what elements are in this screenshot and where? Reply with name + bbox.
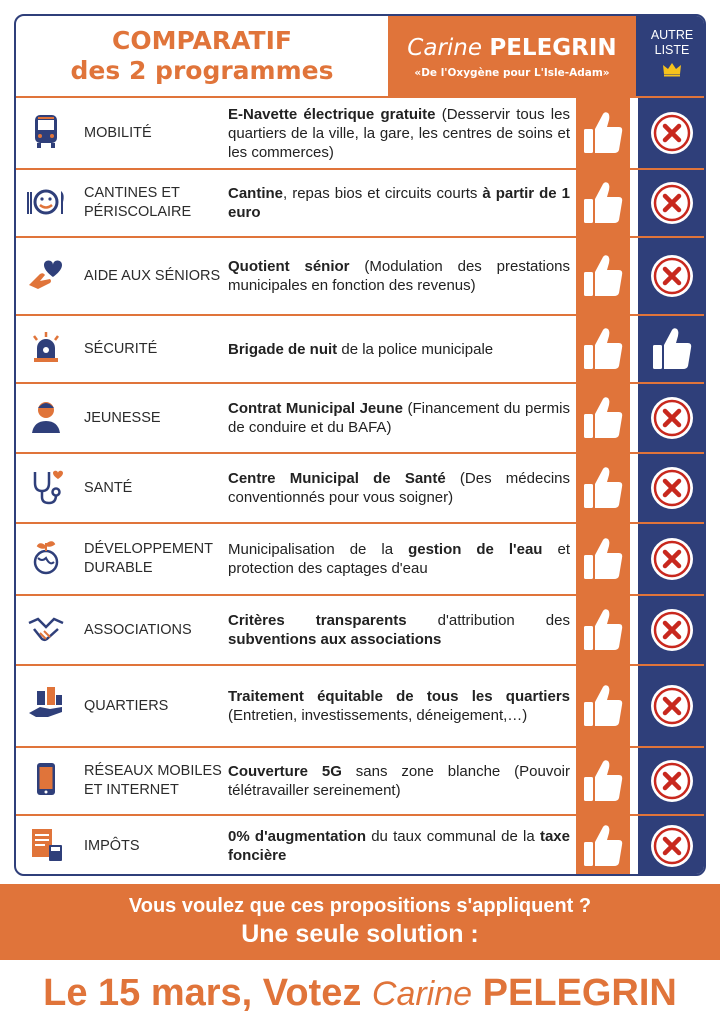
plant-globe-icon — [26, 538, 66, 578]
proposal-highlight: à partir de 1 euro — [228, 185, 570, 221]
proposal-highlight: E-Navette électrique gratuite — [228, 106, 436, 123]
other-list-verdict — [638, 454, 706, 522]
vote-slogan — [0, 962, 720, 1024]
cross-icon — [649, 758, 695, 804]
other-list-verdict — [638, 170, 706, 236]
other-list-verdict — [638, 596, 706, 664]
cutlery-smiley-icon — [26, 182, 66, 222]
proposal-highlight: Brigade de nuit — [228, 341, 338, 358]
comparison-row — [16, 168, 706, 236]
thumbs-up-icon — [581, 179, 625, 227]
comparison-row — [16, 236, 706, 314]
proposal-highlight: taxe foncière — [228, 828, 570, 864]
proposal-highlight: gestion de l'eau — [408, 541, 543, 558]
category-label: ASSOCIATIONS — [84, 622, 192, 638]
thumbs-up-icon — [581, 606, 625, 654]
thumbs-up-icon — [581, 252, 625, 300]
candidate-name — [407, 34, 616, 62]
candidate-verdict — [576, 238, 630, 314]
call-to-action-banner — [0, 884, 720, 960]
thumbs-up-icon — [581, 535, 625, 583]
proposal-text: du taux communal de la — [365, 828, 540, 845]
handshake-icon — [26, 609, 66, 649]
candidate-verdict — [576, 748, 630, 814]
proposal-description — [228, 340, 570, 359]
candidate-verdict — [576, 816, 630, 876]
proposal-description — [228, 540, 570, 578]
thumbs-up-icon — [581, 394, 625, 442]
comparison-row — [16, 314, 706, 382]
proposal-text: d'attribution des — [406, 612, 570, 629]
comparison-row — [16, 96, 706, 168]
vote-first-name: Carine — [371, 975, 473, 1013]
vote-prefix: Le 15 mars, Votez — [43, 972, 362, 1014]
cross-icon — [649, 823, 695, 869]
category-label: MOBILITÉ — [84, 125, 152, 141]
proposal-text: (Financement du permis de conduire et du BAFA) — [228, 400, 570, 436]
other-list-verdict — [638, 524, 706, 594]
cross-icon — [649, 683, 695, 729]
tax-document-icon — [26, 825, 66, 865]
proposal-text: et protection des captages d'eau — [228, 541, 570, 577]
category-label: SANTÉ — [84, 480, 133, 496]
cross-icon — [649, 110, 695, 156]
thumbs-up-icon — [581, 325, 625, 373]
proposal-description — [228, 827, 570, 865]
comparison-row — [16, 382, 706, 452]
stethoscope-icon — [26, 467, 66, 507]
cross-icon — [649, 180, 695, 226]
cross-icon — [649, 395, 695, 441]
comparison-row — [16, 594, 706, 664]
other-list-label-2: LISTE — [654, 43, 690, 57]
comparison-panel — [14, 14, 706, 876]
youth-icon — [26, 397, 66, 437]
bus-icon — [26, 112, 66, 152]
other-list-label-1: AUTRE — [650, 28, 694, 42]
cross-icon — [649, 465, 695, 511]
other-list-verdict — [638, 384, 706, 452]
proposal-description — [228, 184, 570, 222]
hand-heart-icon — [26, 255, 66, 295]
category-label: QUARTIERS — [84, 698, 169, 714]
category-label: RÉSEAUX MOBILES ET INTERNET — [84, 763, 222, 798]
title-line-1: COMPARATIF — [112, 26, 292, 55]
other-list-verdict — [638, 666, 706, 746]
candidate-verdict — [576, 316, 630, 382]
proposal-text: , repas bios et circuits courts — [283, 185, 483, 202]
category-label: SÉCURITÉ — [84, 341, 158, 357]
candidate-verdict — [576, 666, 630, 746]
siren-icon — [26, 328, 66, 368]
other-list-verdict — [638, 98, 706, 168]
thumbs-up-icon — [650, 325, 694, 373]
proposal-text: de la police municipale — [337, 341, 494, 358]
other-list-verdict — [638, 748, 706, 814]
crown-icon — [662, 61, 682, 77]
proposal-highlight: Centre Municipal de Santé — [228, 470, 446, 487]
proposal-description — [228, 469, 570, 507]
category-label: AIDE AUX SÉNIORS — [84, 268, 221, 284]
proposal-description — [228, 762, 570, 800]
proposal-description — [228, 105, 570, 162]
candidate-verdict — [576, 98, 630, 168]
comparison-row — [16, 452, 706, 522]
page-title — [16, 16, 388, 96]
proposal-highlight: Cantine — [228, 185, 284, 202]
candidate-verdict — [576, 524, 630, 594]
proposal-highlight: Critères transparents — [228, 612, 407, 629]
other-list-verdict — [638, 238, 706, 314]
proposal-highlight: Contrat Municipal Jeune — [228, 400, 403, 417]
candidate-verdict — [576, 384, 630, 452]
thumbs-up-icon — [581, 757, 625, 805]
proposal-highlight: Traitement équitable de tous les quartiers — [228, 688, 570, 705]
candidate-slogan: «De l'Oxygène pour L'Isle-Adam» — [414, 66, 610, 79]
buildings-hand-icon — [26, 685, 66, 725]
proposal-highlight: Quotient sénior — [228, 258, 350, 275]
comparison-row — [16, 746, 706, 814]
proposal-text: (Entretien, investissements, déneigement,…) — [228, 707, 528, 724]
proposal-text: (Desservir tous les quartiers de la ville, la gare, les centres de soins et les commerces) — [228, 106, 570, 161]
proposal-description — [228, 687, 570, 725]
proposal-description — [228, 611, 570, 649]
comparison-row — [16, 664, 706, 746]
comparison-row — [16, 814, 706, 876]
proposal-text: (Modulation des prestations municipales en fonction des revenus) — [228, 258, 571, 294]
cross-icon — [649, 607, 695, 653]
candidate-header — [388, 16, 636, 96]
thumbs-up-icon — [581, 109, 625, 157]
proposal-text: Municipalisation de la — [228, 541, 409, 558]
candidate-verdict — [576, 170, 630, 236]
candidate-first-name: Carine — [407, 34, 483, 61]
proposal-highlight: subventions aux associations — [228, 631, 442, 648]
banner-question: Vous voulez que ces propositions s'appliquent ? — [128, 895, 592, 917]
proposal-highlight: Couverture 5G — [228, 763, 342, 780]
vote-last-name: PELEGRIN — [482, 972, 677, 1014]
candidate-last-name: PELEGRIN — [489, 34, 617, 61]
thumbs-up-icon — [581, 822, 625, 870]
cross-icon — [649, 253, 695, 299]
category-label: JEUNESSE — [84, 410, 161, 426]
other-list-verdict — [638, 316, 706, 382]
smartphone-icon — [26, 760, 66, 800]
candidate-verdict — [576, 596, 630, 664]
other-list-header — [636, 16, 706, 96]
comparison-row — [16, 522, 706, 594]
cross-icon — [649, 536, 695, 582]
category-label: IMPÔTS — [84, 838, 140, 854]
proposal-highlight: 0% d'augmentation — [228, 828, 366, 845]
thumbs-up-icon — [581, 464, 625, 512]
banner-solution: Une seule solution : — [241, 920, 479, 948]
thumbs-up-icon — [581, 682, 625, 730]
proposal-description — [228, 399, 570, 437]
title-line-2: des 2 programmes — [70, 56, 334, 85]
proposal-text: sans zone blanche (Pouvoir télétravailler sereinement) — [228, 763, 570, 799]
proposal-text: (Des médecins conventionnés pour vous soigner) — [228, 470, 570, 506]
candidate-verdict — [576, 454, 630, 522]
category-label: CANTINES ET PÉRISCOLAIRE — [84, 185, 192, 220]
other-list-verdict — [638, 816, 706, 876]
category-label: DÉVELOPPEMENT DURABLE — [84, 541, 213, 576]
proposal-description — [228, 257, 570, 295]
